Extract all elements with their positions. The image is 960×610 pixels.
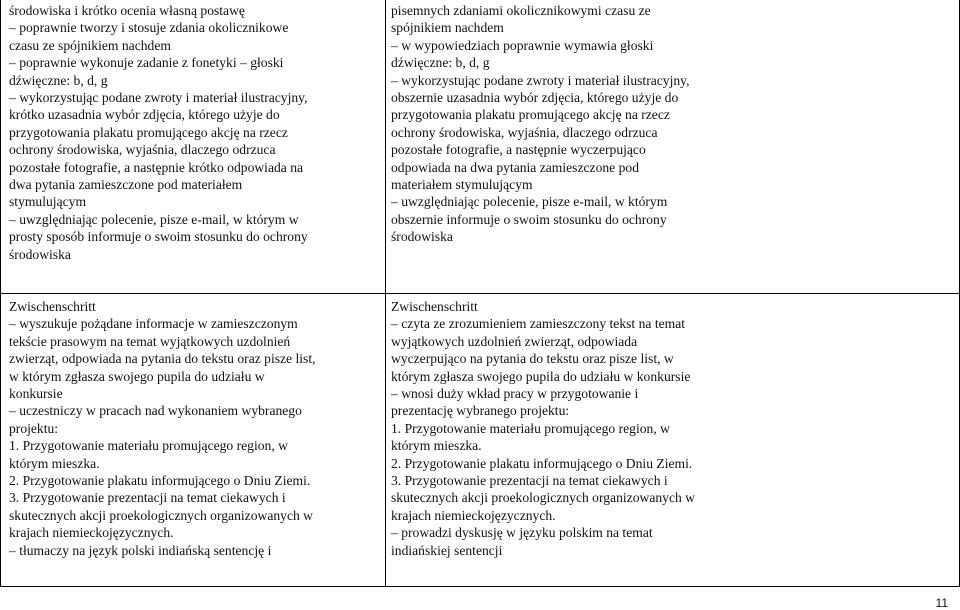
- text-line: przygotowania plakatu promującego akcję na rzecz: [391, 107, 670, 123]
- text-line: prezentację wybranego projektu:: [391, 403, 570, 419]
- text-line: prosty sposób informuje o swoim stosunku do ochrony: [9, 229, 308, 245]
- table-cell-top-right: [391, 2, 953, 246]
- text-line: zwierząt, odpowiada na pytania do tekstu oraz pisze list,: [9, 351, 316, 367]
- text-line: obszernie uzasadnia wybór zdjęcia, którego użyje do: [391, 90, 679, 106]
- text-line: pisemnych zdaniami okolicznikowymi czasu ze: [391, 3, 651, 18]
- text-line: – uczestniczy w pracach nad wykonaniem wybranego: [9, 403, 302, 419]
- text-line: – poprawnie wykonuje zadanie z fonetyki – głoski: [9, 55, 284, 71]
- text-line: indiańskiej sentencji: [391, 542, 503, 558]
- text-line: – uwzględniając polecenie, pisze e-mail, w którym w: [9, 211, 299, 227]
- text-line: – wyszukuje pożądane informacje w zamieszczonym: [9, 316, 298, 332]
- text-line: ochrony środowiska, wyjaśnia, dlaczego odrzuca: [391, 124, 658, 140]
- text-line: materiałem stymulującym: [391, 177, 533, 193]
- text-line: pozostałe fotografie, a następnie wyczerpująco: [391, 142, 646, 158]
- text-line: obszernie informuje o swoim stosunku do ochrony: [391, 211, 667, 227]
- text-line: Zwischenschritt: [9, 299, 96, 314]
- text-line: stymulującym: [9, 194, 87, 210]
- text-line: – uwzględniając polecenie, pisze e-mail, w którym: [391, 194, 668, 210]
- text-line: środowiska i krótko ocenia własną postawę: [9, 3, 245, 18]
- text-line: w którym zgłasza swojego pupila do udziału w: [9, 368, 265, 384]
- text-line: konkursie: [9, 386, 63, 402]
- text-line: wyjątkowych uzdolnień zwierząt, odpowiada: [391, 333, 638, 349]
- text-line: środowiska: [9, 246, 71, 262]
- text-line: – prowadzi dyskusję w języku polskim na temat: [391, 525, 653, 541]
- text-line: 3. Przygotowanie prezentacji na temat ciekawych i: [9, 490, 286, 506]
- text-line: dźwięczne: b, d, g: [391, 55, 490, 71]
- text-line: 1. Przygotowanie materiału promującego region, w: [391, 420, 670, 436]
- text-line: środowiska: [391, 229, 453, 245]
- table-cell-bottom-left: [9, 298, 381, 559]
- text-line: 3. Przygotowanie prezentacji na temat ciekawych i: [391, 473, 668, 489]
- text-line: dźwięczne: b, d, g: [9, 72, 108, 88]
- text-line: skutecznych akcji proekologicznych organizowanych w: [391, 490, 695, 506]
- text-line: projektu:: [9, 420, 59, 436]
- text-line: – tłumaczy na język polski indiańską sentencję i: [9, 542, 272, 558]
- page-number: 11: [935, 596, 948, 610]
- text-line: – poprawnie tworzy i stosuje zdania okolicznikowe: [9, 20, 289, 36]
- text-line: przygotowania plakatu promującego akcję na rzecz: [9, 124, 288, 140]
- table-border-bottom: [0, 586, 960, 587]
- text-line: którym mieszka.: [9, 455, 100, 471]
- text-line: wyczerpująco na pytania do tekstu oraz pisze list, w: [391, 351, 674, 367]
- text-line: odpowiada na dwa pytania zamieszczone pod: [391, 159, 639, 175]
- text-line: spójnikiem nachdem: [391, 20, 504, 36]
- table-cell-bottom-right: [391, 298, 953, 559]
- text-line: tekście prasowym na temat wyjątkowych uzdolnień: [9, 333, 291, 349]
- text-line: krótko uzasadnia wybór zdjęcia, którego użyje do: [9, 107, 280, 123]
- text-line: którym zgłasza swojego pupila do udziału w konkursie: [391, 368, 691, 384]
- text-line: – wykorzystując podane zwroty i materiał ilustracyjny,: [9, 90, 308, 106]
- text-line: czasu ze spójnikiem nachdem: [9, 37, 171, 53]
- text-line: 1. Przygotowanie materiału promującego region, w: [9, 438, 288, 454]
- text-line: dwa pytania zamieszczone pod materiałem: [9, 177, 243, 193]
- text-line: krajach niemieckojęzycznych.: [9, 525, 174, 541]
- table-cell-top-left: [9, 2, 381, 263]
- text-line: krajach niemieckojęzycznych.: [391, 507, 556, 523]
- text-line: – czyta ze zrozumieniem zamieszczony tekst na temat: [391, 316, 686, 332]
- text-line: skutecznych akcji proekologicznych organizowanych w: [9, 507, 313, 523]
- text-line: 2. Przygotowanie plakatu informującego o Dniu Ziemi.: [9, 473, 311, 489]
- text-line: – w wypowiedziach poprawnie wymawia głoski: [391, 37, 654, 53]
- text-line: – wnosi duży wkład pracy w przygotowanie i: [391, 386, 639, 402]
- table-row-divider: [0, 293, 960, 294]
- text-line: pozostałe fotografie, a następnie krótko odpowiada na: [9, 159, 304, 175]
- text-line: którym mieszka.: [391, 438, 482, 454]
- text-line: – wykorzystując podane zwroty i materiał ilustracyjny,: [391, 72, 690, 88]
- text-line: Zwischenschritt: [391, 299, 478, 314]
- text-line: ochrony środowiska, wyjaśnia, dlaczego odrzuca: [9, 142, 276, 158]
- text-line: 2. Przygotowanie plakatu informującego o Dniu Ziemi.: [391, 455, 693, 471]
